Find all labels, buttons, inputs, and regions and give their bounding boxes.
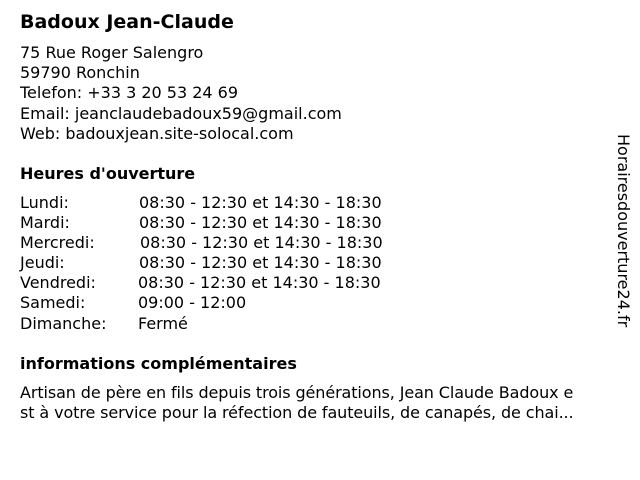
email-line: Email: jeanclaudebadoux59@gmail.com bbox=[20, 103, 342, 123]
time-value: 08:30 - 12:30 et 14:30 - 18:30 bbox=[139, 213, 382, 233]
description-line: st à votre service pour la réfection de fauteuils, de canapés, de chai... bbox=[20, 403, 574, 422]
site-watermark: Horairesdouverture24.fr bbox=[614, 134, 633, 328]
web-line: Web: badouxjean.site-solocal.com bbox=[20, 123, 294, 143]
contact-block bbox=[20, 43, 342, 144]
time-value: 09:00 - 12:00 bbox=[138, 293, 247, 313]
time-value: 08:30 - 12:30 et 14:30 - 18:30 bbox=[139, 253, 382, 273]
hours-heading: Heures d'ouverture bbox=[20, 164, 196, 183]
description-line: Artisan de père en fils depuis trois générations, Jean Claude Badoux e bbox=[20, 383, 574, 402]
day-label: Mercredi: bbox=[20, 233, 95, 253]
day-label: Jeudi: bbox=[20, 253, 65, 273]
day-label: Samedi: bbox=[20, 293, 86, 313]
business-name: Badoux Jean-Claude bbox=[20, 11, 234, 33]
day-label: Lundi: bbox=[20, 193, 69, 212]
day-label: Vendredi: bbox=[20, 273, 96, 293]
time-value: 08:30 - 12:30 et 14:30 - 18:30 bbox=[140, 233, 383, 253]
day-label: Dimanche: bbox=[20, 313, 107, 333]
time-value: Fermé bbox=[138, 313, 188, 333]
business-description bbox=[20, 383, 632, 423]
time-value: 08:30 - 12:30 et 14:30 - 18:30 bbox=[139, 193, 382, 212]
address-city: 59790 Ronchin bbox=[20, 63, 140, 83]
time-value: 08:30 - 12:30 et 14:30 - 18:30 bbox=[138, 273, 381, 293]
info-heading: informations complémentaires bbox=[20, 354, 297, 373]
address-street: 75 Rue Roger Salengro bbox=[20, 43, 204, 62]
day-label: Mardi: bbox=[20, 213, 70, 233]
phone-line: Telefon: +33 3 20 53 24 69 bbox=[20, 83, 239, 103]
